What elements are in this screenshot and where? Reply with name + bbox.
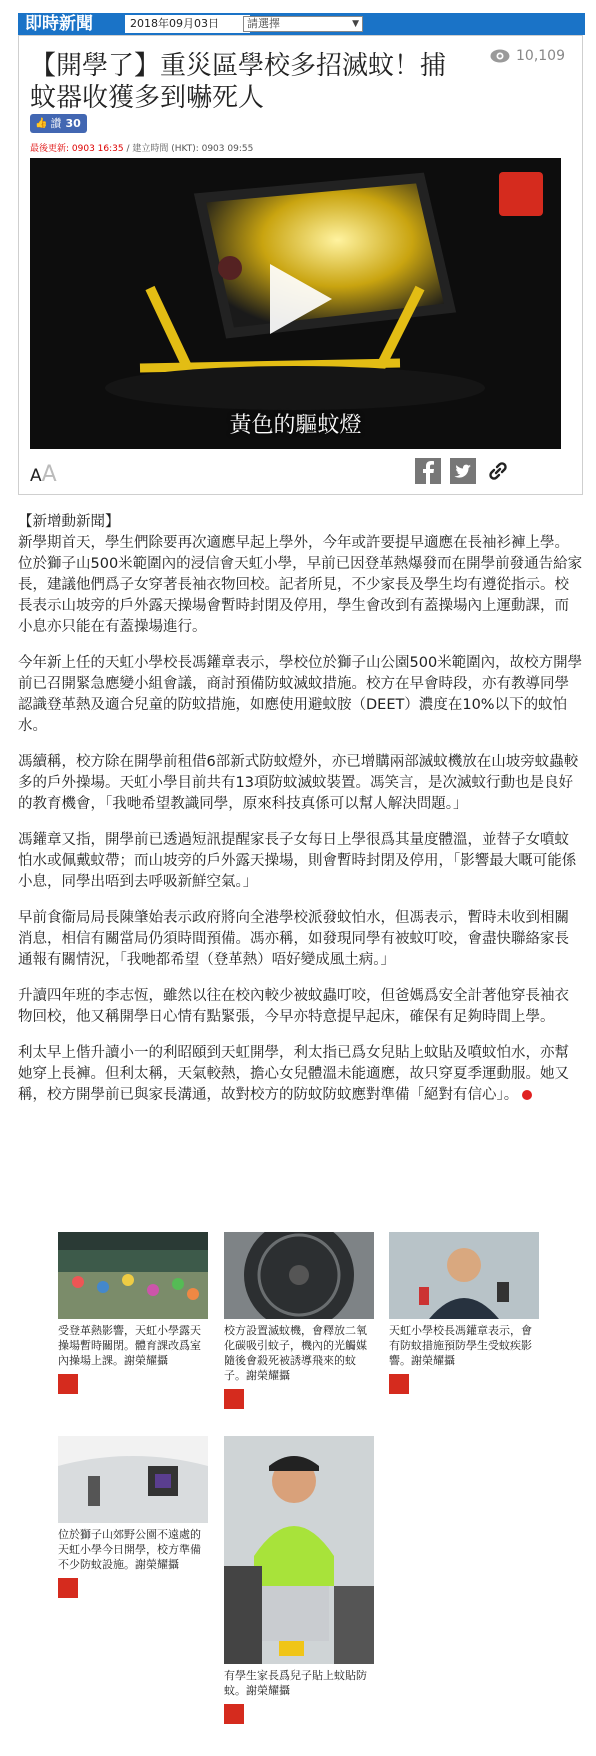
- photo-caption: 位於獅子山郊野公園不遠處的天虹小學今日開學，校方準備不少防蚊設施。謝榮耀攝: [58, 1528, 201, 1571]
- apple-logo-icon: [224, 1704, 244, 1724]
- apple-logo-icon: [224, 1389, 244, 1409]
- play-icon[interactable]: [270, 264, 332, 334]
- updated-time: 最後更新: 0903 16:35: [30, 144, 124, 154]
- font-size-control[interactable]: [30, 462, 57, 487]
- apple-logo-icon: [389, 1374, 409, 1394]
- like-button[interactable]: [30, 114, 87, 133]
- photo-caption: 受登革熱影響，天虹小學露天操場暫時關閉。體育課改爲室內操場上課。謝榮耀攝: [58, 1324, 201, 1367]
- article-title: 【開學了】重災區學校多招滅蚊！捕蚊器收獲多到嚇死人: [30, 51, 447, 113]
- article-body: [18, 512, 583, 1121]
- article-paragraph: 馮續稱，校方除在開學前租借6部新式防蚊燈外，亦已增購兩部滅蚊機放在山坡旁蚊蟲較多的戶外操場。天虹小學目前共有13項防蚊滅蚊裝置。馮笑言，是次滅蚊行動也是良好的教育機會，「我哋希望教識同學，原來科技真係可以幫人解決問題。」: [18, 754, 579, 812]
- date-select[interactable]: [243, 16, 363, 32]
- article-paragraph: 馮鑵章又指，開學前已透過短訊提醒家長子女每日上學很爲其量度體溫，並替子女噴蚊怕水或佩戴蚊帶；而山坡旁的戶外露天操場，則會暫時封閉及停用，「影響最大嘅可能係小息，同學出唔到去呼吸新鮮空氣。」: [18, 832, 577, 890]
- section-title[interactable]: 即時新聞: [25, 14, 93, 34]
- created-time: / 建立時間 (HKT): 0903 09:55: [123, 144, 254, 154]
- top-header-bar: [18, 13, 585, 35]
- photo-caption: 天虹小學校長馮鑵章表示，會有防蚊措施預防學生受蚊疾影響。謝榮耀攝: [389, 1324, 532, 1367]
- photo-thumbnail[interactable]: [224, 1436, 374, 1664]
- photo-card[interactable]: [58, 1232, 208, 1394]
- like-label: 讚: [50, 117, 62, 130]
- photo-thumbnail[interactable]: [58, 1232, 208, 1319]
- article-paragraph: 早前食衞局局長陳肇始表示政府將向全港學校派發蚊怕水，但馮表示，暫時未收到相關消息，相信有關當局仍須時間預備。馮亦稱，如發現同學有被蚊叮咬，會盡快聯絡家長通報有關情況，「我哋都希望（登革熱）唔好變成風土病。」: [18, 910, 569, 968]
- font-small-icon[interactable]: A: [30, 466, 42, 486]
- like-count: 30: [65, 117, 81, 130]
- apple-logo-icon: [58, 1578, 78, 1598]
- article-toolbar: [30, 458, 570, 488]
- photo-card[interactable]: [224, 1232, 374, 1409]
- view-count: [490, 48, 565, 64]
- twitter-share-icon[interactable]: [450, 458, 476, 484]
- article-paragraph-last: [18, 1043, 583, 1106]
- photo-thumbnail[interactable]: [389, 1232, 539, 1319]
- link-icon[interactable]: [485, 458, 511, 484]
- chevron-down-icon: ▼: [352, 19, 359, 29]
- apple-end-icon: [522, 1090, 532, 1100]
- photo-caption: 校方設置滅蚊機，會釋放二氧化碳吸引蚊子，機內的光觸媒隨後會殺死被誘導飛來的蚊子。謝榮耀攝: [224, 1324, 367, 1382]
- article-paragraph: 升讀四年班的李志恆，雖然以往在校內較少被蚊蟲叮咬，但爸媽爲安全計著他穿長袖衣物回校，他又稱開學日心情有點緊張，今早亦特意提早起床，確保有足夠時間上學。: [18, 988, 569, 1025]
- article-timestamps: [30, 141, 253, 154]
- photo-thumbnail[interactable]: [224, 1232, 374, 1319]
- apple-logo-icon: [499, 172, 543, 216]
- photo-caption: 有學生家長爲兒子貼上蚊貼防蚊。謝榮耀攝: [224, 1669, 367, 1697]
- thumbs-up-icon: 👍: [35, 118, 48, 129]
- photo-card[interactable]: [224, 1436, 374, 1724]
- date-label: 2018年09月03日: [125, 15, 250, 33]
- facebook-share-icon[interactable]: [415, 458, 441, 484]
- video-caption: 黃色的驅蚊燈: [229, 413, 362, 438]
- article-paragraph: 今年新上任的天虹小學校長馮鑵章表示，學校位於獅子山公園500米範圍內，故校方開學前已召開緊急應變小組會議，商討預備防蚊滅蚊措施。校方在早會時段，亦有教導同學認識登革熱及適合兒童的防蚊措施，如應使用避蚊胺（DEET）濃度在10%以下的蚊怕水。: [18, 655, 583, 734]
- video-player[interactable]: [30, 158, 561, 449]
- photo-card[interactable]: [389, 1232, 539, 1394]
- article-paragraph: 【新增動新聞】 新學期首天，學生們除要再次適應早起上學外，今年或許要提早適應在長袖衫褲上學。位於獅子山500米範圍內的浸信會天虹小學，早前已因登革熱爆發而在開學前發通告給家長，建議他們爲子女穿著長袖衣物回校。記者所見，不少家長及學生均有遵從指示。校長表示山坡旁的戶外露天操場會暫時封閉及停用，學生會改到有蓋操場內上運動課，而小息亦只能在有蓋操場進行。: [18, 514, 583, 635]
- date-select-placeholder: 請選擇: [247, 17, 280, 30]
- view-count-value: 10,109: [516, 48, 565, 64]
- eye-icon: [490, 49, 510, 63]
- article-paragraph-text: 利太早上偕升讀小一的利昭頤到天虹開學，利太指已爲女兒貼上蚊貼及噴蚊怕水，亦幫她穿上長褲。但利太稱，天氣較熱，擔心女兒體溫未能適應，故只穿夏季運動服。她又稱，校方開學前已與家長溝通，故對校方的防蚊防蚊應對準備「絕對有信心」。: [18, 1045, 569, 1103]
- photo-card[interactable]: [58, 1436, 208, 1598]
- apple-logo-icon: [58, 1374, 78, 1394]
- photo-thumbnail[interactable]: [58, 1436, 208, 1523]
- font-large-icon[interactable]: A: [41, 462, 57, 487]
